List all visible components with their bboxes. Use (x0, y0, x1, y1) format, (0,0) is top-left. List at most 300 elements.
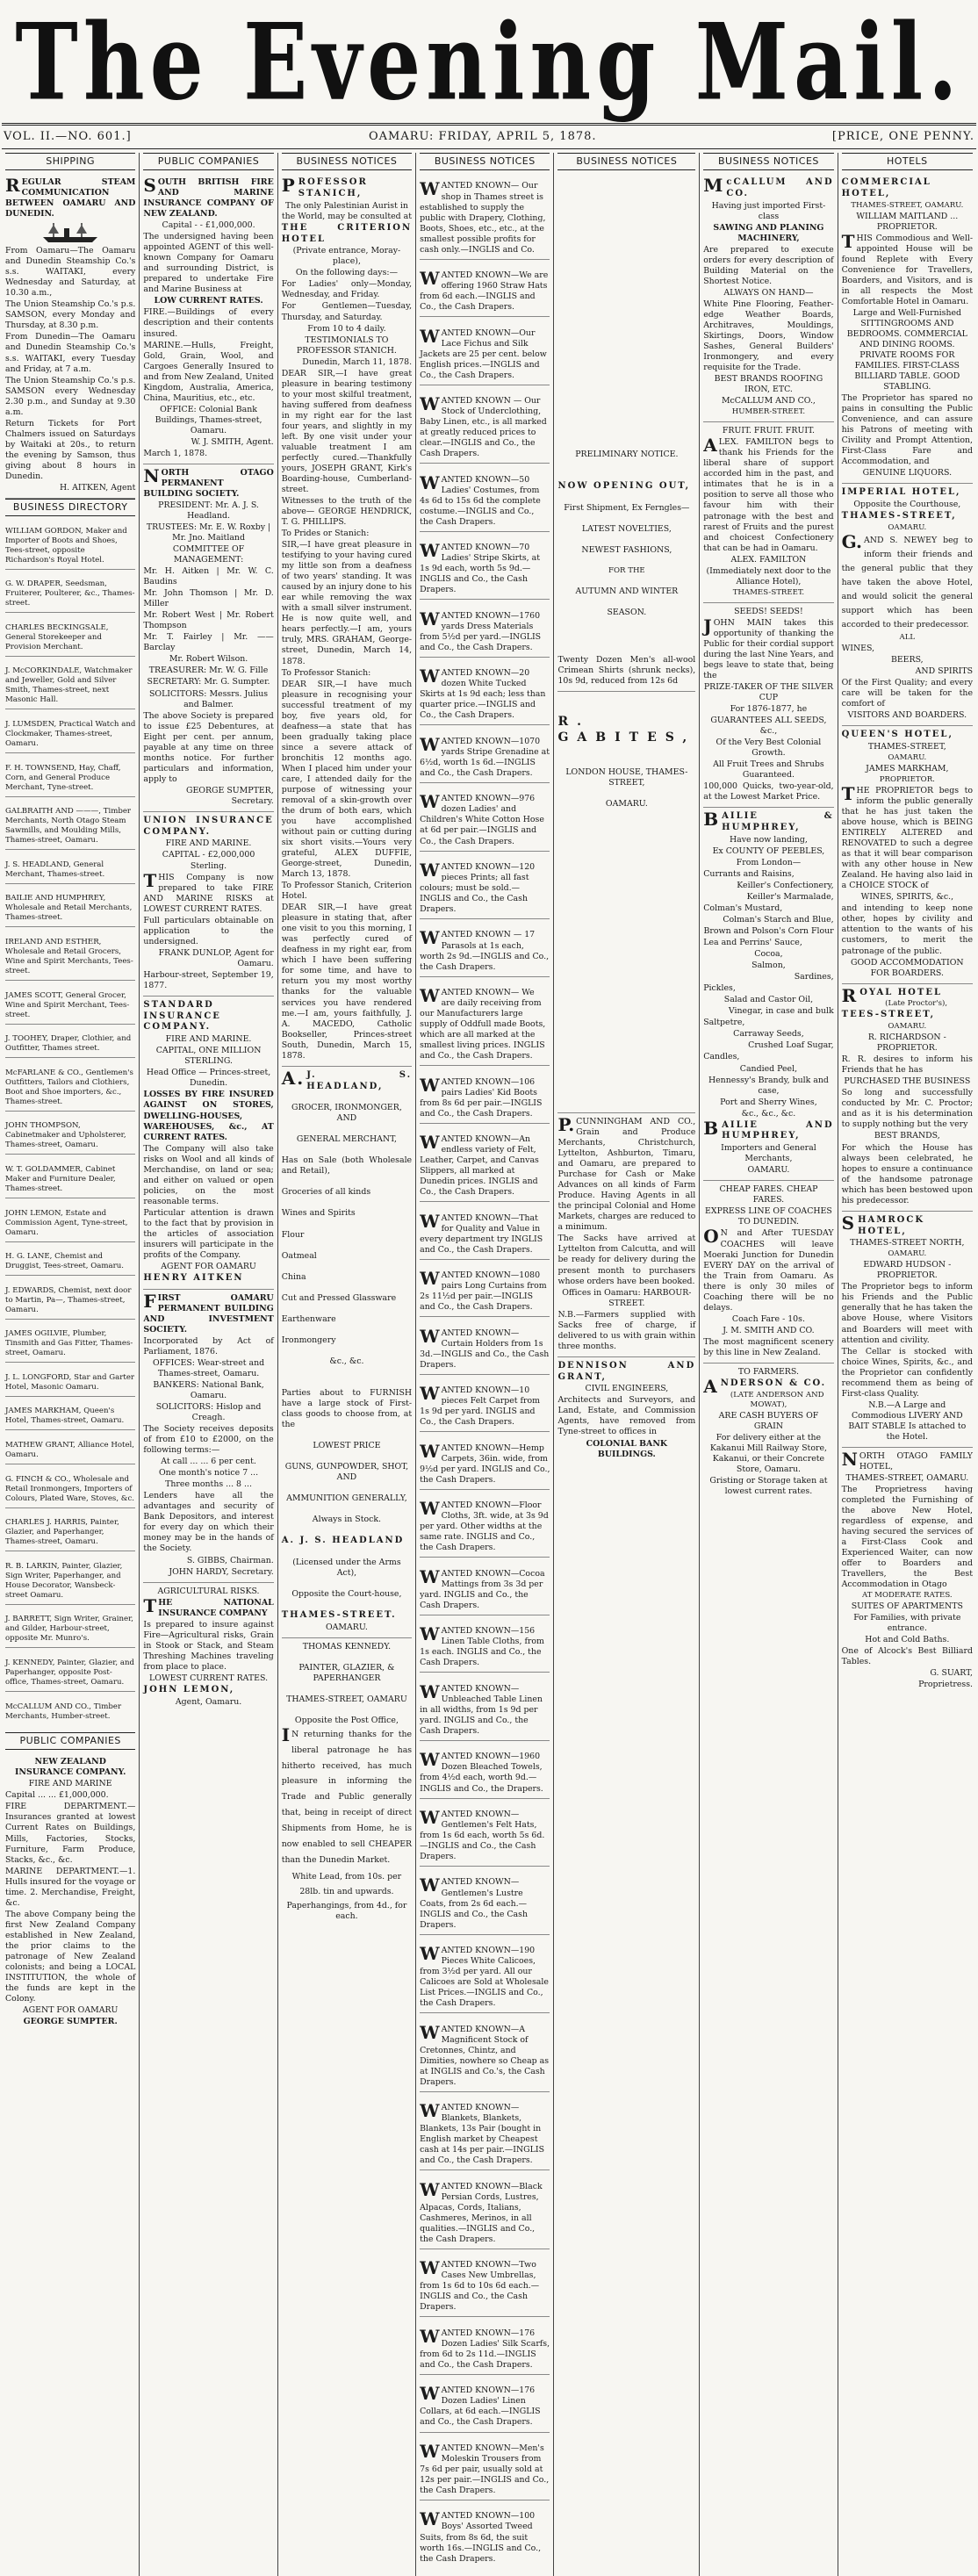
ad-text: (Private entrance, Moray-place), (292, 246, 401, 267)
ad-commercial-hotel (842, 174, 973, 484)
ad-text: From Oamaru—The Oamaru and Dunedin Steamship Co.'s s.s. WAITAKI, every Wednesday and Saturday, at 10.30 a.m., (5, 246, 136, 299)
ad-text: Has on Sale (both Wholesale and Retail), (281, 1155, 413, 1176)
ad-text: AND SPIRITS (915, 666, 973, 677)
ad-date: Dunedin, March 11, 1878. (302, 356, 413, 367)
directory-entry: J. L. LONGFORD, Star and Garter Hotel, Masonic Oamaru. (5, 1371, 135, 1397)
ad-text: AUTUMN AND WINTER (575, 586, 679, 596)
wanted-known-notice: WANTED KNOWN—120 pieces Prints; all fast colours; must be sold.—INGLIS and Co., the Cash Drapers. (420, 860, 550, 919)
ad-text: Always in Stock. (312, 1514, 382, 1524)
ad-text: Mr. Robert West | Mr. Robert Thompson (143, 610, 274, 631)
ad-title: NORTH OTAGO PERMANENT BUILDING SOCIETY. (143, 464, 274, 499)
wanted-known-notice: WANTED KNOWN—Men's Moleskin Trousers from 7s 6d per pair, usually sold at 12s per pair.—INGLIS and Co., the Cash Drapers. (420, 2441, 550, 2500)
section-head-directory: BUSINESS DIRECTORY (5, 499, 135, 516)
wanted-known-notice: WANTED KNOWN—176 Dozen Ladies' Silk Scarfs, from 6d to 2s 11d.—INGLIS and Co., the Cash Drapers. (420, 2326, 550, 2375)
column-4 (416, 153, 554, 2576)
ad-capital: Capital - - £1,000,000. (162, 220, 255, 231)
ad-text: OAMARU. (605, 799, 648, 809)
masthead-title: The Evening Mail. (15, 0, 963, 124)
ad-text: 100,000 Quicks, two-year-old, at the Lowest Market Price. (703, 781, 834, 802)
ad-text: MARINE DEPARTMENT.—1. Hulls insured for the voyage or time. 2. Merchandise, Freight, &c. (5, 1866, 136, 1908)
ad-professor-stanich (282, 174, 412, 1067)
ad-text: The Proprietress having completed the Furnishing of the above New Hotel, regardless of expense, and having secured the services of a First-Class Cook and Experienced Waiter, can now offer to Boarders and Travellers, the Best Accommodation in Otago (841, 1484, 973, 1590)
ad-text: OAMARU. (747, 1165, 790, 1176)
ad-text: R. R. desires to inform his Friends that he has (841, 1054, 973, 1076)
ad-text: THAMES-STREET. (281, 1609, 397, 1620)
directory-entry: BAILIE AND HUMPHREY, Wholesale and Retail Merchants, Thames-street. (5, 891, 135, 927)
ad-text: For Ladies' only—Monday, Wednesday, and Friday. (281, 279, 413, 300)
directory-entry: H. G. LANE, Chemist and Druggist, Tees-street, Oamaru. (5, 1249, 135, 1276)
ad-text: THAMES-STREET, OAMARU. (851, 200, 964, 210)
ad-title: THOMAS KENNEDY. (302, 1641, 392, 1651)
ad-title: STANDARD INSURANCE COMPANY. (143, 999, 221, 1033)
ad-text: LOSSES BY FIRE INSURED AGAINST ON STORES, DWELLING-HOUSES, WAREHOUSES, &c., AT CURRENT RATES. (143, 1090, 274, 1142)
directory-entry: J. BARRETT, Sign Writer, Grainer, and Gilder, Harbour-street, opposite Mr. Munro's. (5, 1612, 135, 1648)
dateline-rule (2, 148, 976, 149)
ad-fruit (703, 422, 833, 602)
ad-text: BEST BRANDS ROOFING IRON, ETC. (714, 374, 823, 395)
ad-queens-hotel (842, 726, 973, 983)
ad-text: Offices in Oamaru: HARBOUR-STREET. (562, 1287, 692, 1308)
ad-title: UNION INSURANCE COMPANY. (143, 815, 274, 837)
ad-item: Earthenware (281, 1313, 336, 1324)
ad-text: Of the Very Best Colonial Growth. (716, 738, 822, 759)
volume-number: VOL. II.—NO. 601.] (4, 130, 132, 143)
wanted-known-notice: WANTED KNOWN—50 Ladies' Costumes, from 4s 6d to 15s 6d the complete costume.—INGLIS and Co., the Cash Drapers. (420, 472, 550, 532)
ad-text: Opposite the Court-house, (291, 1588, 402, 1599)
wanted-known-notice: WANTED KNOWN—976 dozen Ladies' and Children's White Cotton Hose at 6d per pair.—INGLIS and Co., the Cash Drapers. (420, 791, 550, 851)
ad-text: (Immediately next door to the Alliance Hotel), (706, 565, 831, 586)
wanted-known-notice: WANTED KNOWN—176 Dozen Ladies' Linen Collars, at 6d each.—INGLIS and Co., the Cash Drapers. (420, 2383, 550, 2432)
ad-text: ARE CASH BUYERS OF GRAIN (718, 1410, 819, 1431)
wanted-known-notice: WANTED KNOWN—1080 pairs Long Curtains from 2s 11½d per pair.—INGLIS and Co., the Cash Drapers. (420, 1268, 550, 1317)
ad-text: AMMUNITION GENERALLY, (286, 1493, 407, 1503)
wanted-known-notice: WANTED KNOWN — 17 Parasols at 1s each, worth 2s 9d.—INGLIS and Co., the Cash Drapers. (420, 927, 550, 976)
ad-preliminary-notice (557, 446, 695, 692)
ad-cunningham (557, 1113, 695, 1357)
ad-text: (Late Proctor's), (885, 999, 948, 1009)
wanted-known-notice: WANTED KNOWN—Unbleached Table Linen in all widths, from 1s 9d per yard. INGLIS and Co., the Cash Drapers. (420, 1681, 550, 1741)
ad-text: The most magnificent scenery by this line in New Zealand. (703, 1336, 834, 1357)
ad-coaches (703, 1181, 833, 1364)
ad-north-otago-family-hotel (842, 1448, 973, 1695)
directory-entry: IRELAND AND ESTHER, Wholesale and Retail Grocers, Wine and Spirit Merchants, Tees-street. (5, 935, 135, 981)
wanted-known-notice: WANTED KNOWN—Floor Cloths, 3ft. wide, at 3s 9d per yard. Other widths at the same rate. INGLIS and Co., the Cash Drapers. (420, 1498, 550, 1558)
section-head-hotels: HOTELS (842, 153, 973, 170)
directory-entry: JAMES MARKHAM, Queen's Hotel, Thames-street, Oamaru. (5, 1404, 135, 1430)
ad-text: For 1876-1877, he (730, 704, 808, 715)
ad-text: LOWEST CURRENT RATES. (149, 1673, 269, 1683)
ad-union-insurance (143, 812, 273, 997)
column-2 (140, 153, 277, 2576)
ad-text: The Company will also take risks on Wool and all kinds of Merchandise, on land or sea; and either on valued or open policies, on the most reasonable terms. (143, 1143, 274, 1206)
ad-title: PROFESSOR STANICH, (281, 175, 368, 198)
ad-text: Lenders have all the advantages and security of Bank Depositors, and interest for every day on which their money may be in the hands of the Society. (143, 1491, 274, 1554)
wanted-known-notice: WANTED KNOWN—Two Cases New Umbrellas, from 1s 6d to 10s 6d each.—INGLIS and Co., the Cash Drapers. (420, 2257, 550, 2317)
wanted-known-notice: WANTED KNOWN—Cocoa Mattings from 3s 3d per yard. INGLIS and Co., the Cash Drapers. (420, 1566, 550, 1615)
ad-text: To Professor Stanich, Criterion Hotel. (281, 881, 413, 902)
ad-text: PRESIDENT: Mr. A. J. S. Headland. (158, 500, 259, 522)
ad-text: Mr. John Thomson | Mr. D. Miller (143, 588, 274, 609)
dateline (0, 130, 978, 146)
ad-text: Importers and General Merchants, (721, 1143, 816, 1164)
wanted-known-notice: WANTED KNOWN—Gentlemen's Lustre Coats, from 2s 6d each.—INGLIS and Co., the Cash Drapers. (420, 1874, 550, 1934)
ad-text: TRUSTEES: Mr. E. W. Roxby | Mr. Jno. Maitland (146, 522, 271, 543)
ad-text: From Dunedin—The Oamaru and Dunedin Steamship Co.'s s.s. WAITAKI, every Tuesday and Friday, at 7 a.m. (5, 332, 136, 374)
ad-text: R. RICHARDSON - PROPRIETOR. (867, 1033, 946, 1054)
ad-item: Candied Peel, (739, 1063, 798, 1074)
wanted-known-notice: WANTED KNOWN—10 pieces Felt Carpet from 1s 9d per yard. INGLIS and Co., the Cash Drapers. (420, 1383, 550, 1432)
wanted-known-notice: WANTED KNOWN—Gentlemen's Felt Hats, from 1s 6d each, worth 5s 6d.—INGLIS and Co., the Cash Drapers. (420, 1807, 550, 1867)
ad-title: REGULAR STEAM COMMUNICATION BETWEEN OAMARU AND DUNEDIN. (5, 175, 136, 219)
column-3 (278, 153, 416, 2576)
ad-text: EDWARD HUDSON - PROPRIETOR. (863, 1260, 952, 1281)
ad-text: (LATE ANDERSON AND MOWAT), (730, 1390, 824, 1409)
ad-text: Are prepared to execute orders for every description of Building Material on the Shortest Notice. (703, 244, 834, 286)
ad-text: THIS Company is now prepared to take FIRE AND MARINE RISKS at LOWEST CURRENT RATES. (143, 869, 274, 914)
directory-entry: WILLIAM GORDON, Maker and Importer of Boots and Shoes, Tees-street, opposite Richardson's Royal Hotel. (5, 524, 135, 570)
ad-text: For Gentlemen—Tuesday, Thursday, and Saturday. (281, 301, 413, 322)
ad-text: IN returning thanks for the liberal patronage he has hitherto received, has much pleasure in informing the Trade and Public generally that, being in receipt of direct Shipments from Home, he is now enabled to sell CHEAPER than the Dunedin Market. (281, 1723, 413, 1865)
ad-seeds (703, 603, 833, 809)
ad-text: Architects and Surveyors, and Land, Estate, and Commission Agents, have removed from Tyne-street to offices in (557, 1395, 696, 1437)
column-7 (838, 153, 976, 2576)
ad-imperial-hotel (842, 484, 973, 726)
ad-text: Have now landing, (729, 834, 808, 845)
wanted-known-notice: WANTED KNOWN— Our shop in Thames street is established to supply the public with Drapery, Clothing, Boots, Shoes, etc., etc., at the smallest possible profits for cash only.—INGLIS and Co. (420, 178, 550, 259)
ad-bailie-humphrey (703, 808, 833, 1181)
ad-subtitle: CIVIL ENGINEERS, (585, 1384, 669, 1394)
ad-title: NORTH OTAGO FAMILY HOTEL, (841, 1448, 973, 1471)
ad-text: FIRE DEPARTMENT.—Insurances granted at lowest Current Rates on Buildings, Mills, Factories, Stocks, Furniture, Farm Produce, Stacks, &c., &c. (5, 1802, 136, 1865)
ad-signature: J. M. SMITH AND CO. (723, 1325, 815, 1335)
wanted-known-notice: WANTED KNOWN—20 dozen White Tucked Skirts at 1s 9d each; less than quarter price.—INGLIS and Co., the Cash Drapers. (420, 666, 550, 725)
section-head-shipping: SHIPPING (5, 153, 135, 170)
section-head-business-notices: BUSINESS NOTICES (420, 153, 550, 170)
wanted-known-notice: WANTED KNOWN—That for Quality and Value in every department try INGLIS and Co., the Cash Drapers. (420, 1211, 550, 1260)
ad-title: SHAMROCK HOTEL, (841, 1212, 925, 1236)
wanted-known-notice: WANTED KNOWN—Our Lace Fichus and Silk Jackets are 25 per cent. below English prices.—INGLIS and Co., the Cash Drapers. (420, 326, 550, 385)
ad-subtitle: FIRE AND MARINE. (165, 1034, 252, 1045)
ad-item: Cocoa, (754, 949, 783, 960)
ad-item: Colman's Starch and Blue, (723, 915, 834, 925)
ad-text: Mr. T. Fairley | Mr. —— Barclay (143, 632, 274, 653)
ad-text: The above Company being the first New Zealand Company established in New Zealand, the prior claims to the patronage of New Zealand colonists; and being a LOCAL INSTITUTION, the whole of the funds are kept in the Colony. (5, 1909, 136, 2004)
directory-entry: JAMES OGILVIE, Plumber, Tinsmith and Gas Fitter, Thames-street, Oamaru. (5, 1327, 135, 1363)
directory-entry: G. FINCH & CO., Wholesale and Retail Ironmongers, Importers of Colours, Plated Ware, Stoves, &c. (5, 1472, 135, 1508)
ad-dennison-grant (557, 1357, 695, 1464)
ad-text: White Pine Flooring, Feather-edge Weather Boards, Architraves, Mouldings, Skirtings, Doors, Window Sashes, General Builders' Ironmongery, and every requisite for the Trade. (703, 299, 834, 373)
ad-text: OAMARU. (888, 753, 927, 763)
ad-first-oamaru-building (143, 1290, 273, 1583)
directory-entry: McFARLANE & CO., Gentlemen's Outfitters, Tailors and Clothiers, Boot and Shoe importers, &c., Thames-street. (5, 1066, 135, 1112)
wanted-known-notice: WANTED KNOWN — Our Stock of Underclothing, Baby Linen, etc., is all marked at greatly reduced prices to clear.—INGLIS and Co., the Cash Drapers. (420, 393, 550, 464)
ad-title: IMPERIAL HOTEL, (841, 487, 961, 498)
ad-text: G.AND S. NEWEY beg to inform their friends and the general public that they have taken the above Hotel, and would solicit the general support which has been accorded to their predecessor. (841, 531, 973, 630)
ad-text: First Shipment, Ex Ferngles— (564, 502, 690, 513)
ad-text: GENERAL MERCHANT, (296, 1134, 397, 1145)
ad-item: Port and Sherry Wines, (720, 1097, 817, 1107)
ad-text: HUMBER-STREET. (731, 407, 806, 417)
ad-signature: HENRY AITKEN (143, 1272, 244, 1283)
ad-gabites (557, 692, 695, 1113)
directory-entry: CHARLES BECKINGSALE, General Storekeeper and Provision Merchant. (5, 621, 135, 657)
ad-text: MARINE.—Hulls, Freight, Gold, Grain, Wool, and Cargoes Generally Insured to and from New Zealand, United Kingdom, Australia, America, China, Mauritius, etc., etc. (143, 340, 274, 403)
directory-entry: JAMES SCOTT, General Grocer, Wine and Spirit Merchant, Tees-street. (5, 989, 135, 1025)
ad-text: The Cellar is stocked with choice Wines, Spirits, &c., and the Proprietor can confidently recommend them as being of First-class Quality. (841, 1346, 973, 1399)
ad-text: OAMARU. (888, 1022, 927, 1032)
ad-text: Opposite the Courthouse, (853, 500, 961, 510)
wanted-known-notice: WANTED KNOWN—156 Linen Table Cloths, from 1s each. INGLIS and Co., the Cash Drapers. (420, 1623, 550, 1673)
wanted-known-notice: WANTED KNOWN—100 Boys' Assorted Tweed Suits, from 8s 6d, the suit worth 16s.—INGLIS and Co., the Cash Drapers. (420, 2508, 542, 2564)
ad-headland (282, 1067, 412, 1638)
directory-entry: J. KENNEDY, Painter, Glazier, and Paperhanger, opposite Post-office, Thames-street, Oamaru. (5, 1656, 135, 1692)
ad-subtitle: FIRE AND MARINE (28, 1779, 112, 1789)
ad-title: FRUIT. FRUIT. FRUIT. (722, 426, 815, 436)
ad-royal-hotel (842, 984, 973, 1212)
ad-text: P.CUNNINGHAM AND CO., Grain and Produce Merchants, Christchurch, Lyttelton, Ashburton, Timaru, and Oamaru, are prepared to Purchase for Cash or Make Advances on all kinds of Farm Produce. Having Agents in all the principal Colonial and Home Markets, charges are reduced to a minimum. (557, 1114, 696, 1233)
wanted-known-notice: WANTED KNOWN—Black Persian Cords, Lustres, Alpacas, Cords, Italians, Cashmeres, Merinos, in all qualities.—INGLIS and Co., the Cash Drapers. (420, 2179, 550, 2249)
ad-title: BAILIE & HUMPHREY, (703, 809, 834, 833)
ad-title: TO FARMERS. (737, 1366, 799, 1377)
ad-text: THAMES-STREET, OAMARU (286, 1694, 407, 1704)
ad-text: THAMES-STREET, (867, 741, 946, 752)
ad-text: TEES-STREET, (841, 1010, 936, 1020)
ad-item: Pickles, (703, 983, 736, 994)
ad-text: The Proprietor begs to inform his Friends and the Public generally that he has taken the above House, where Visitors and Boarders will meet with attention and civility. (841, 1282, 973, 1345)
ad-text: Opposite the Post Office, (294, 1715, 399, 1725)
ad-title: AGRICULTURAL RISKS. (157, 1586, 260, 1596)
ad-item: Flour (281, 1229, 305, 1240)
ad-text: DEAR SIR,—I have great pleasure in stating that, after one visit to you this morning, I was perfectly cured of deafness in my right ear, from which I have been suffering for some time, and have to return you my most worthy thanks for the valuable services you have rendered me.—I am, yours faithfully, J. A. MACEDO, Catholic Bookseller, Princes-street South, Dunedin, March 15, 1878. (281, 903, 413, 1061)
ad-title: FIRST OAMARU PERMANENT BUILDING AND INVESTMENT SOCIETY. (143, 1290, 274, 1335)
wanted-known-notice: WANTED KNOWN—Curtain Holders from 1s 3d.—INGLIS and Co., the Cash Drapers. (420, 1326, 550, 1375)
ad-text: NEWEST FASHIONS, (581, 544, 672, 555)
ad-text: GUNS, GUNPOWDER, SHOT, AND (284, 1461, 409, 1482)
ad-text: Hot and Cold Baths. (865, 1635, 950, 1645)
ad-text: FOR THE (608, 566, 645, 575)
ad-nz-insurance (5, 1753, 135, 2032)
ad-text: THAMES-STREET NORTH, (850, 1238, 965, 1248)
section-head-business-notices: BUSINESS NOTICES (282, 153, 412, 170)
ad-text: From 10 to 4 daily. (307, 323, 386, 334)
ad-shamrock-hotel (842, 1212, 973, 1448)
ad-text: The undersigned having been appointed AGENT of this well-known Company for Oamaru and surrounding District, is prepared to undertake Fire and Marine Business at (143, 232, 274, 295)
ad-text: Ex COUNTY OF PEEBLES, (712, 845, 825, 856)
ad-text: THAMES-STREET, (841, 511, 957, 522)
ad-subtitle: SAWING AND PLANING MACHINERY, (713, 222, 824, 243)
ad-signature: FRANK DUNLOP, Agent for Oamaru. (158, 947, 274, 968)
ad-signature: McCALLUM AND CO., (721, 396, 816, 407)
ad-item: Crushed Loaf Sugar, (748, 1040, 834, 1051)
ad-text: SOLICITORS: Messrs. Julius and Balmer. (148, 688, 269, 709)
ad-text: THAMES-STREET. (732, 587, 805, 597)
section-head-public-companies: PUBLIC COMPANIES (143, 153, 273, 170)
ad-text: The above Society is prepared to issue £25 Debentures, at Eight per cent. per annum, payable at any time on three months notice. For further particulars and information, apply to (143, 710, 274, 784)
ad-text: N.B.—A Large and Commodious LIVERY AND BAIT STABLE Is attached to the Hotel. (848, 1400, 967, 1442)
ad-text: OAMARU. (888, 1249, 927, 1259)
ad-text: GROCER, IRONMONGER, AND (291, 1103, 402, 1124)
ad-text: From London— (736, 857, 802, 867)
ad-text: OAMARU. (325, 1622, 368, 1632)
ad-text: Gristing or Storage taken at lowest current rates. (709, 1475, 828, 1496)
masthead-rule (2, 123, 976, 126)
directory-entry: J. LUMSDEN, Practical Watch and Clockmaker, Thames-street, Oamaru. (5, 717, 135, 753)
directory-entry: J. EDWARDS, Chemist, next door to Martin, Pa—, Thames-street, Oamaru. (5, 1284, 135, 1320)
wanted-known-notice: WANTED KNOWN—106 pairs Ladies' Kid Boots from 8s 6d per pair.—INGLIS and Co., the Cash Drapers. (420, 1075, 550, 1124)
ad-title: PRELIMINARY NOTICE. (575, 450, 679, 460)
ad-text: AT MODERATE RATES. (861, 1591, 953, 1601)
ad-text: For Families, with private entrance. (853, 1613, 961, 1634)
ad-item: Currants and Raisins, (703, 868, 795, 879)
ad-text: Coach Fare - 10s. (731, 1313, 805, 1324)
steamship-icon (40, 221, 101, 244)
ad-signature: A. J. S. HEADLAND (281, 1536, 405, 1546)
ad-title: DENNISON AND GRANT, (557, 1360, 696, 1382)
ad-capital: CAPITAL, ONE MILLION STERLING. (155, 1046, 262, 1067)
directory-entry: MATHEW GRANT, Alliance Hotel, Oamaru. (5, 1438, 135, 1464)
ad-office: OFFICE: Colonial Bank Buildings, Thames-street, Oamaru. (155, 404, 262, 435)
ad-item: Oatmeal (281, 1250, 317, 1261)
ad-title: SOUTH BRITISH FIRE AND MARINE INSURANCE COMPANY OF NEW ZEALAND. (143, 175, 274, 219)
ad-text: SOLICITORS: Hislop and Creagh. (155, 1402, 262, 1423)
ad-capital: Capital ... ... £1,000,000. (5, 1790, 109, 1801)
ad-to-farmers (703, 1364, 833, 1501)
ad-text: Head Office — Princes-street, Dunedin. (146, 1068, 271, 1089)
ad-text: COLONIAL BANK BUILDINGS. (586, 1438, 668, 1459)
ad-item: China (281, 1271, 306, 1282)
ad-title: R. GABITES, (557, 715, 696, 745)
ad-date: Harbour-street, September 19, 1877. (143, 969, 274, 990)
ad-text: LOWEST PRICE (313, 1440, 381, 1450)
ad-item: Ironmongery (281, 1335, 336, 1345)
ad-text: One month's notice 7 ... (158, 1468, 259, 1479)
ad-item: Sardines, (794, 972, 834, 982)
ad-text: To Prides or Stanich: (281, 529, 370, 539)
ad-item: Lea and Perrins' Sauce, (703, 938, 802, 948)
ad-text: To Professor Stanich: (281, 667, 371, 678)
ad-text: The Society receives deposits of from £10 to £2000, on the following terms:— (143, 1424, 274, 1456)
ad-item: &c., &c. (329, 1356, 364, 1366)
ad-item: Carraway Seeds, (733, 1029, 804, 1040)
ad-item: Keiller's Confectionery, (737, 881, 834, 891)
ad-text: The Proprietor has spared no pains in consulting the Public Convenience, and can assure his Patrons of meeting with Civility and Prompt Attention, First-Class Fare and Accommodation, and (841, 393, 973, 467)
ad-text: BEST BRANDS, (874, 1131, 940, 1141)
ad-item: Groceries of all kinds (281, 1187, 371, 1198)
ad-text: Mr. Robert Wilson. (169, 654, 248, 665)
ad-text: Large and Well-Furnished SITTINGROOMS AND BEDROOMS. COMMERCIAL AND DINING ROOMS. PRIVATE ROOMS FOR FAMILIES. FIRST-CLASS BILLIARD TABLE. GOOD STABLING. (846, 307, 967, 392)
ad-text: GOOD ACCOMMODATION FOR BOARDERS. (850, 957, 964, 978)
directory-entry: JOHN THOMPSON, Cabinetmaker and Upholsterer, Thames-street, Oamaru. (5, 1119, 135, 1155)
ad-text: OAMARU. (888, 523, 927, 533)
ad-text: WILLIAM MAITLAND ... PROPRIETOR. (856, 211, 959, 232)
ad-title: QUEEN'S HOTEL, (841, 730, 953, 740)
ad-text: THE PROPRIETOR begs to inform the public generally that he has just taken the above house, which is BEING ENTIRELY ALTERED and RENOVATED to such a degree as that it will bear comparison with any other house in New Zealand. He having also laid in a CHOICE STOCK of (841, 783, 973, 891)
ad-item: Hennessy's Brandy, bulk and case, (708, 1075, 829, 1096)
ad-text: For delivery either at the Kakanui Mill Railway Store, Kakanui, or their Concrete Store, Oamaru. (709, 1432, 827, 1474)
section-head-business-notices: BUSINESS NOTICES (557, 153, 695, 170)
ad-subtitle: TESTIMONIALS TO PROFESSOR STANICH. (296, 335, 397, 356)
directory-entry: JOHN LEMON, Estate and Commission Agent, Tyne-street, Oamaru. (5, 1206, 135, 1242)
ad-item: Keiller's Marmalade, (746, 892, 834, 903)
ad-subtitle: FIRE AND MARINE. (165, 838, 252, 849)
ad-text: Is prepared to insure against Fire—Agricultural risks, Grain in Stook or Stack, and Steam Threshing Machines traveling from place to place. (143, 1619, 274, 1672)
ad-text: Particular attention is drawn to the fact that by provision in the articles of association insurers will participate in the profits of the Company. (143, 1207, 274, 1260)
ad-subtitle: ANDERSON & CO. (703, 1375, 827, 1397)
columns (2, 153, 976, 2564)
ad-text: SIR,—I have great pleasure in testifying to your having cured my little son from a deafness of two years' standing. It was caused by an injury done to his ear while removing the wax with a small silver instrument. He is now quite well, and hears perfectly.—I am, yours truly, MRS. GRAHAM, George-street, Dunedin, March 14, 1878. (281, 540, 413, 666)
ad-title: ROYAL HOTEL (841, 984, 942, 1006)
ad-agricultural-risks (143, 1583, 273, 1712)
ad-item: Wines and Spirits (281, 1208, 356, 1219)
masthead (0, 0, 978, 123)
ad-text: The only Palestinian Aurist in the World, may be consulted at (281, 200, 412, 221)
ad-text: DEAR SIR,—I have great pleasure in bearing testimony to your most skilful treatment, having suffered from deafness in my right ear for the last four years, and slightly in my left. By one visit under your valuable treatment I am perfectly cured.—Thankfully yours, JOSEPH GRANT, Kirk's Boarding-house, Cumberland-street. (281, 368, 413, 495)
ad-text: One of Alcock's Best Billiard Tables. (841, 1646, 973, 1667)
section-head-public-companies: PUBLIC COMPANIES (5, 1732, 135, 1750)
ad-text: At call ... ... 6 per cent. (161, 1457, 256, 1467)
business-directory (5, 524, 135, 1725)
wanted-known-notice: WANTED KNOWN—190 Pieces White Calicoes, from 3½d per yard. All our Calicoes are Sold at Wholesale List Prices.—INGLIS and Co., the Cash Drapers. (420, 1943, 550, 2013)
ad-text: GENUINE LIQUORS. (862, 468, 953, 479)
ad-signature: G. SUART, (930, 1668, 973, 1679)
ad-item: Vinegar, in case and bulk (728, 1006, 834, 1017)
ad-text: All Fruit Trees and Shrubs Guaranteed. (713, 759, 824, 781)
ad-title: CHEAP FARES. CHEAP FARES. (719, 1184, 818, 1205)
ad-text: WINES, SPIRITS, &c., (860, 892, 954, 903)
ad-title: NEW ZEALAND INSURANCE COMPANY. (14, 1757, 126, 1778)
section-head-business-notices: BUSINESS NOTICES (703, 153, 833, 170)
ad-text: THAMES-STREET, OAMARU. (845, 1472, 969, 1483)
ad-text: N.B.—Farmers supplied with Sacks free of charge, if delivered to us with grain within three months. (557, 1309, 696, 1351)
directory-entry: GALBRAITH AND ———, Timber Merchants, North Otago Steam Sawmills, and Moulding Mills, Thames-street, Oamaru. (5, 804, 135, 850)
ad-text: ALL (899, 632, 916, 642)
wanted-known-notice: WANTED KNOWN—70 Ladies' Stripe Skirts, at 1s 9d each, worth 5s 9d.—INGLIS and Co., the Cash Drapers. (420, 540, 550, 600)
ad-text: PRIZE-TAKER OF THE SILVER CUP (703, 681, 834, 702)
ad-subtitle: NOW OPENING OUT, (557, 481, 691, 492)
issue-date: OAMARU: FRIDAY, APRIL 5, 1878. (369, 130, 597, 143)
ad-text: WINES, (841, 643, 875, 653)
ad-text: (Licensed under the Arms Act), (292, 1557, 401, 1578)
ad-text: For which the House has always been celebrated, he hopes to ensure a continuance of the handsome patronage which has been bestowed upon his predecessor. (841, 1142, 973, 1205)
directory-entry: R. B. LARKIN, Painter, Glazier, Sign Writer, Paperhanger, and House Decorator, Wansbeck-street Oamaru. (5, 1559, 135, 1605)
ad-signature: W. J. SMITH, Agent. (191, 436, 274, 447)
ad-text: ALWAYS ON HAND— (723, 287, 814, 298)
ad-capital: CAPITAL - £2,000,000 Sterling. (162, 850, 255, 871)
column-1 (2, 153, 140, 2576)
ad-text: SECRETARY: Mr. G. Sumpter. (147, 677, 270, 687)
directory-entry: McCALLUM AND CO., Timber Merchants, Humber-street. (5, 1702, 122, 1721)
ad-agent-label: AGENT FOR OAMARU (22, 2005, 119, 2016)
ad-subtitle: EXPRESS LINE OF COACHES TO DUNEDIN. (705, 1206, 832, 1227)
ad-text: White Lead, from 10s. per 28lb. tin and upwards. (291, 1871, 402, 1897)
ad-item: &c., &c., &c. (741, 1108, 796, 1119)
ad-text: On the following days:— (295, 268, 398, 278)
ad-signature: ALEX. FAMILTON (730, 554, 807, 565)
ad-text: The Union Steamship Co.'s p.s. SAMSON, every Monday and Thursday, at 8.30 p.m. (5, 299, 136, 331)
ad-text: COMMITTEE OF MANAGEMENT: (172, 544, 245, 565)
ad-date: March 1, 1878. (143, 448, 208, 458)
ad-item: Cut and Pressed Glassware (281, 1292, 397, 1303)
ad-text: PURCHASED THE BUSINESS (844, 1076, 971, 1087)
ad-text: LATEST NOVELTIES, (581, 523, 672, 534)
ad-signature: GEORGE SUMPTER. (23, 2017, 118, 2027)
ad-title: McCALLUM AND CO. (703, 175, 834, 198)
ad-text: THIS Commodious and Well-appointed House will be found Replete with Every Convenience for Travellers, Boarders, and Visitors, and is in all respects the Most Comfortable Hotel in Oamaru. (841, 230, 973, 306)
ad-north-otago-building (143, 464, 273, 812)
directory-entry: J. McCORKINDALE, Watchmaker and Jeweller, Gold and Silver Smith, Thames-street, next Masonic Hall. (5, 664, 135, 709)
ad-text: LONDON HOUSE, THAMES-STREET, (565, 766, 688, 788)
wanted-known-notice: WANTED KNOWN—1960 Dozen Bleached Towels, from 4½d each, worth 9d.—INGLIS and Co., the Drapers. (420, 1749, 550, 1798)
